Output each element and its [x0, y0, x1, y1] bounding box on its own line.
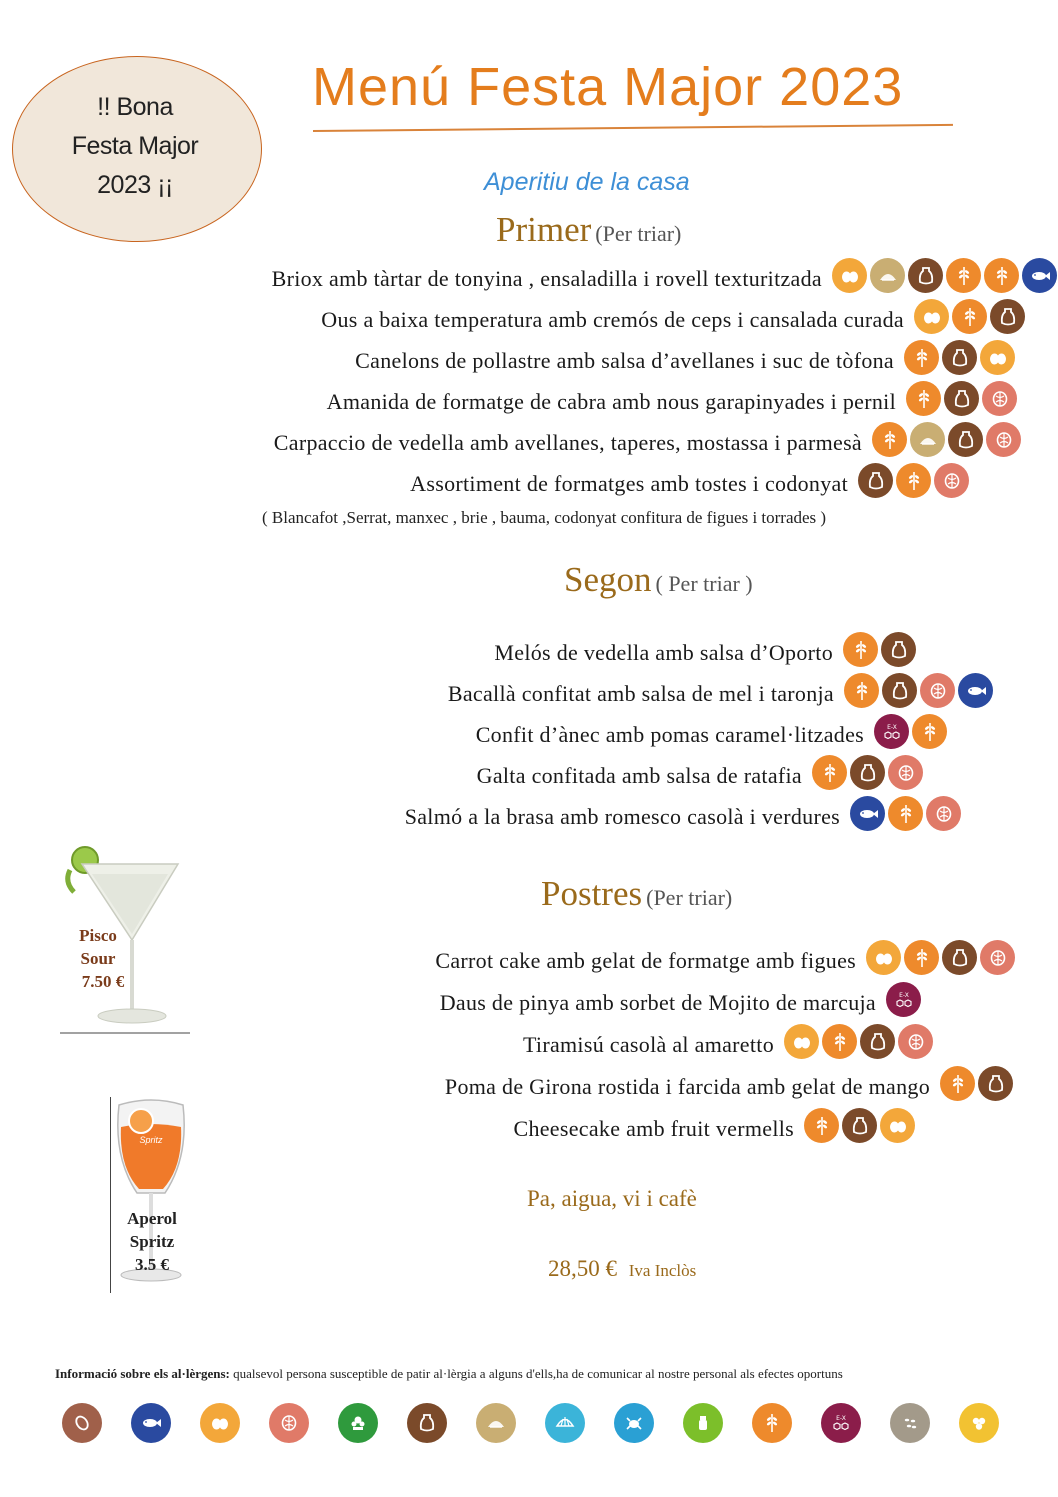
allergen-icons	[874, 714, 947, 749]
dish-row	[0, 264, 1058, 304]
drink-price: 7.50 €	[81, 972, 125, 991]
gluten-icon	[872, 422, 907, 457]
gluten-icon	[822, 1024, 857, 1059]
sesame-icon	[890, 1403, 930, 1443]
drink-name: Sour	[80, 949, 116, 968]
gluten-icon	[940, 1066, 975, 1101]
dish-name: Carpaccio de vedella amb avellanes, taperes, mostassa i parmesà	[273, 430, 862, 455]
allergen-icons	[914, 299, 1025, 334]
dish-name: Amanida de formatge de cabra amb nous garapinyades i pernil	[326, 389, 896, 414]
drink-name: Spritz	[129, 1232, 175, 1251]
milk-icon	[881, 632, 916, 667]
section-primer	[496, 210, 681, 250]
cereal-icon	[910, 422, 945, 457]
allergen-icons	[850, 796, 961, 831]
dish-row	[0, 469, 1058, 509]
gluten-icon	[804, 1108, 839, 1143]
section-subtitle: ( Per triar )	[655, 571, 753, 596]
aperol-spritz-promo	[110, 1097, 191, 1293]
gluten-icon	[896, 463, 931, 498]
gluten-icon	[912, 714, 947, 749]
nuts-icon	[898, 1024, 933, 1059]
dish-name: Ous a baixa temperatura amb cremós de ceps i cansalada curada	[321, 307, 904, 332]
gluten-icon	[752, 1403, 792, 1443]
badge-line-3: 2023 ¡¡	[97, 171, 173, 199]
allergen-icons	[843, 632, 916, 667]
badge-line-1: !! Bona	[97, 93, 173, 121]
cheese-note: ( Blancafot ,Serrat, manxec , brie , bauma, codonyat confitura de figues i torrades )	[262, 508, 827, 527]
egg-icon	[866, 940, 901, 975]
nuts-icon	[269, 1403, 309, 1443]
dish-row	[0, 638, 1058, 678]
section-title: Postres	[541, 874, 643, 913]
section-title: Segon	[564, 560, 652, 599]
nuts-icon	[980, 940, 1015, 975]
shellfish-icon	[545, 1403, 585, 1443]
iva-note: Iva Inclòs	[628, 1261, 697, 1280]
egg-icon	[832, 258, 867, 293]
allergen-icons	[804, 1108, 915, 1143]
section-subtitle: (Per triar)	[646, 885, 733, 910]
dish-name: Briox amb tàrtar de tonyina , ensaladilla i rovell texturitzada	[271, 266, 822, 291]
allergen-icons	[940, 1066, 1013, 1101]
allergen-icons	[872, 422, 1021, 457]
fish-icon	[958, 673, 993, 708]
milk-icon	[860, 1024, 895, 1059]
section-title: Primer	[496, 210, 592, 249]
dish-name: Canelons de pollastre amb salsa d’avellanes i suc de tòfona	[355, 348, 894, 373]
mustard-icon	[683, 1403, 723, 1443]
dish-row	[0, 802, 1058, 842]
dish-row	[0, 761, 1058, 801]
sulphites-icon	[886, 982, 921, 1017]
nuts-icon	[888, 755, 923, 790]
menu-price	[548, 1256, 696, 1282]
dish-name: Cheesecake amb fruit vermells	[513, 1116, 794, 1141]
svg-text:E-X: E-X	[886, 723, 897, 731]
gluten-icon	[812, 755, 847, 790]
dish-row	[0, 720, 1058, 760]
fish-icon	[1022, 258, 1057, 293]
dish-name: Poma de Girona rostida i farcida amb gelat de mango	[444, 1074, 930, 1099]
gluten-icon	[946, 258, 981, 293]
allergen-icons	[844, 673, 993, 708]
fish-icon	[850, 796, 885, 831]
dish-name: Bacallà confitat amb salsa de mel i taronja	[447, 681, 834, 706]
drink-name: Aperol	[127, 1209, 177, 1228]
egg-icon	[784, 1024, 819, 1059]
egg-icon	[980, 340, 1015, 375]
aperol-label	[113, 1207, 191, 1276]
gluten-icon	[844, 673, 879, 708]
crustacean-icon	[614, 1403, 654, 1443]
cereal-icon	[476, 1403, 516, 1443]
dish-row	[0, 387, 1058, 427]
menu-title: Menú Festa Major 2023	[312, 57, 904, 117]
soy-icon	[959, 1403, 999, 1443]
dish-row	[0, 346, 1058, 386]
dish-row	[0, 305, 1058, 345]
allergen-icons	[906, 381, 1017, 416]
allergen-icons	[812, 755, 923, 790]
allergen-icons	[784, 1024, 933, 1059]
egg-icon	[914, 299, 949, 334]
cereal-icon	[870, 258, 905, 293]
drink-price: 3.5 €	[135, 1255, 169, 1274]
milk-icon	[942, 340, 977, 375]
dish-name: Carrot cake amb gelat de formatge amb figues	[435, 948, 856, 973]
gluten-icon	[952, 299, 987, 334]
dish-name: Tiramisú casolà al amaretto	[522, 1032, 774, 1057]
nuts-icon	[926, 796, 961, 831]
drink-name: Pisco	[79, 926, 117, 945]
price-value: 28,50 €	[548, 1256, 617, 1281]
svg-text:E-X: E-X	[836, 1415, 846, 1422]
milk-icon	[850, 755, 885, 790]
pisco-sour-promo	[60, 842, 190, 1034]
gluten-icon	[984, 258, 1019, 293]
title-underline	[313, 124, 953, 132]
dish-name: Galta confitada amb salsa de ratafia	[476, 763, 802, 788]
dish-name: Confit d’ànec amb pomas caramel·litzades	[475, 722, 864, 747]
milk-icon	[908, 258, 943, 293]
milk-icon	[942, 940, 977, 975]
milk-icon	[990, 299, 1025, 334]
section-segon	[564, 560, 753, 600]
allergen-info-label: Informació sobre els al·lèrgens:	[55, 1366, 230, 1381]
dish-name: Melós de vedella amb salsa d’Oporto	[494, 640, 833, 665]
gluten-icon	[904, 940, 939, 975]
allergen-info-text: qualsevol persona susceptible de patir al·lèrgia a alguns d'ells,ha de comunicar al nostre personal als efectes oportuns	[233, 1366, 843, 1381]
milk-icon	[858, 463, 893, 498]
celery-icon	[338, 1403, 378, 1443]
dish-row	[0, 428, 1058, 468]
milk-icon	[978, 1066, 1013, 1101]
svg-text:E-X: E-X	[898, 991, 909, 999]
milk-icon	[882, 673, 917, 708]
sulphites-icon	[874, 714, 909, 749]
peanut-icon	[62, 1403, 102, 1443]
allergen-icons	[886, 982, 921, 1017]
allergen-legend	[62, 1403, 999, 1443]
dish-row	[0, 679, 1058, 719]
allergen-icons	[904, 340, 1015, 375]
section-subtitle: (Per triar)	[595, 221, 682, 246]
dish-name: Daus de pinya amb sorbet de Mojito de marcuja	[439, 990, 876, 1015]
egg-icon	[880, 1108, 915, 1143]
gluten-icon	[843, 632, 878, 667]
dish-name: Salmó a la brasa amb romesco casolà i verdures	[404, 804, 840, 829]
nuts-icon	[986, 422, 1021, 457]
gluten-icon	[888, 796, 923, 831]
fish-icon	[131, 1403, 171, 1443]
allergen-info	[55, 1366, 843, 1382]
milk-icon	[842, 1108, 877, 1143]
allergen-icons	[832, 258, 1057, 293]
gluten-icon	[904, 340, 939, 375]
milk-icon	[407, 1403, 447, 1443]
nuts-icon	[934, 463, 969, 498]
milk-icon	[948, 422, 983, 457]
nuts-icon	[982, 381, 1017, 416]
badge-line-2: Festa Major	[71, 132, 199, 160]
aperitiu: Aperitiu de la casa	[484, 168, 690, 196]
pisco-label	[62, 924, 134, 993]
badge-text	[60, 88, 210, 205]
gluten-icon	[906, 381, 941, 416]
allergen-icons	[858, 463, 969, 498]
allergen-icons	[866, 940, 1015, 975]
dish-name: Assortiment de formatges amb tostes i codonyat	[410, 471, 848, 496]
dish-row	[0, 1030, 1058, 1070]
svg-text:Spritz: Spritz	[139, 1135, 163, 1145]
included-extras: Pa, aigua, vi i cafè	[527, 1186, 697, 1211]
nuts-icon	[920, 673, 955, 708]
egg-icon	[200, 1403, 240, 1443]
section-postres	[541, 874, 732, 914]
sulphites-icon	[821, 1403, 861, 1443]
milk-icon	[944, 381, 979, 416]
